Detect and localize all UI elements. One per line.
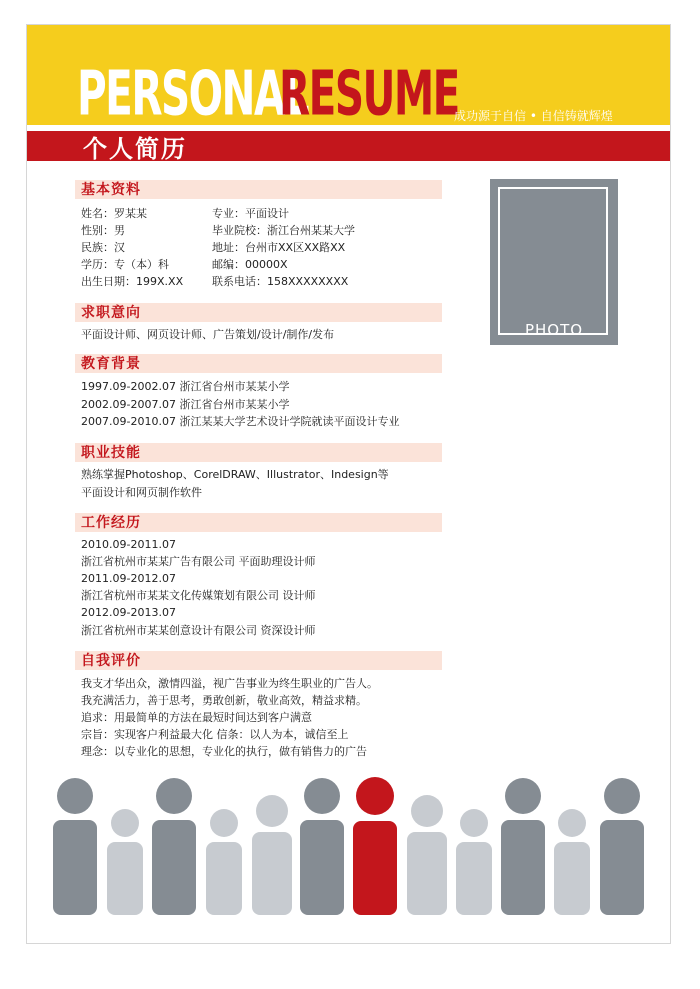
self-line-1: 我充满活力，善于思考，勇敢创新，敬业高效，精益求精。 bbox=[81, 694, 367, 707]
work-line-3: 浙江省杭州市某某文化传媒策划有限公司 设计师 bbox=[81, 589, 316, 602]
section-self-heading: 自我评价 bbox=[75, 651, 442, 670]
section-basic-heading: 基本资料 bbox=[75, 180, 442, 199]
person-head bbox=[210, 809, 238, 837]
person-head bbox=[558, 809, 586, 837]
section-education-heading: 教育背景 bbox=[75, 354, 442, 373]
person-head bbox=[57, 778, 93, 814]
basic-right-3: 邮编：00000X bbox=[212, 258, 288, 271]
resume-page bbox=[26, 24, 671, 944]
self-line-0: 我支才华出众，激情四溢，视广告事业为终生职业的广告人。 bbox=[81, 677, 378, 690]
intent-line-0: 平面设计师、网页设计师、广告策划/设计/制作/发布 bbox=[81, 328, 335, 341]
section-skills-heading: 职业技能 bbox=[75, 443, 442, 462]
person-body bbox=[501, 820, 545, 915]
person-body bbox=[300, 820, 344, 915]
person-body bbox=[407, 832, 447, 915]
person-body bbox=[206, 842, 242, 915]
education-line-0: 1997.09-2002.07 浙江省台州市某某小学 bbox=[81, 380, 290, 393]
people-illustration bbox=[27, 25, 670, 943]
section-work-heading: 工作经历 bbox=[75, 513, 442, 532]
person-head bbox=[460, 809, 488, 837]
person-body bbox=[107, 842, 143, 915]
basic-right-4: 联系电话：158XXXXXXXX bbox=[212, 275, 349, 288]
cn-title: 个人简历 bbox=[83, 135, 187, 163]
work-line-1: 浙江省杭州市某某广告有限公司 平面助理设计师 bbox=[81, 555, 316, 568]
person-body bbox=[152, 820, 196, 915]
work-line-2: 2011.09-2012.07 bbox=[81, 572, 176, 585]
basic-right-2: 地址：台州市XX区XX路XX bbox=[212, 241, 346, 254]
basic-left-3: 学历：专（本）科 bbox=[81, 258, 169, 271]
person-body bbox=[252, 832, 292, 915]
self-line-3: 宗旨：实现客户利益最大化 信条：以人为本，诚信至上 bbox=[81, 728, 349, 741]
person-head-highlight bbox=[356, 777, 394, 815]
basic-right-1: 毕业院校：浙江台州某某大学 bbox=[212, 224, 355, 237]
person-head bbox=[604, 778, 640, 814]
skills-line-0: 熟练掌握Photoshop、CorelDRAW、Illustrator、Indesign等 bbox=[81, 468, 389, 481]
title-personal: PERSONAL bbox=[77, 59, 309, 130]
basic-right-0: 专业：平面设计 bbox=[212, 207, 289, 220]
self-line-4: 理念：以专业化的思想，专业化的执行，做有销售力的广告 bbox=[81, 745, 367, 758]
title-resume: RESUME bbox=[279, 59, 459, 130]
person-body bbox=[53, 820, 97, 915]
person-body bbox=[600, 820, 644, 915]
person-head bbox=[505, 778, 541, 814]
basic-left-1: 性别：男 bbox=[81, 224, 125, 237]
section-intent-heading: 求职意向 bbox=[75, 303, 442, 322]
work-line-4: 2012.09-2013.07 bbox=[81, 606, 176, 619]
header-slogan: 成功源于自信 • 自信铸就辉煌 bbox=[454, 109, 613, 123]
person-body bbox=[456, 842, 492, 915]
education-line-1: 2002.09-2007.07 浙江省台州市某某小学 bbox=[81, 398, 290, 411]
person-head bbox=[256, 795, 288, 827]
person-head bbox=[156, 778, 192, 814]
person-head bbox=[111, 809, 139, 837]
basic-left-2: 民族：汉 bbox=[81, 241, 125, 254]
person-body bbox=[554, 842, 590, 915]
basic-left-4: 出生日期：199X.XX bbox=[81, 275, 184, 288]
person-body-highlight bbox=[353, 821, 397, 915]
basic-left-0: 姓名：罗某某 bbox=[81, 207, 147, 220]
self-line-2: 追求：用最简单的方法在最短时间达到客户满意 bbox=[81, 711, 312, 724]
work-line-5: 浙江省杭州市某某创意设计有限公司 资深设计师 bbox=[81, 624, 316, 637]
person-head bbox=[304, 778, 340, 814]
person-head bbox=[411, 795, 443, 827]
skills-line-1: 平面设计和网页制作软件 bbox=[81, 486, 202, 499]
education-line-2: 2007.09-2010.07 浙江某某大学艺术设计学院就读平面设计专业 bbox=[81, 415, 400, 428]
photo-label: PHOTO bbox=[524, 321, 584, 339]
work-line-0: 2010.09-2011.07 bbox=[81, 538, 176, 551]
